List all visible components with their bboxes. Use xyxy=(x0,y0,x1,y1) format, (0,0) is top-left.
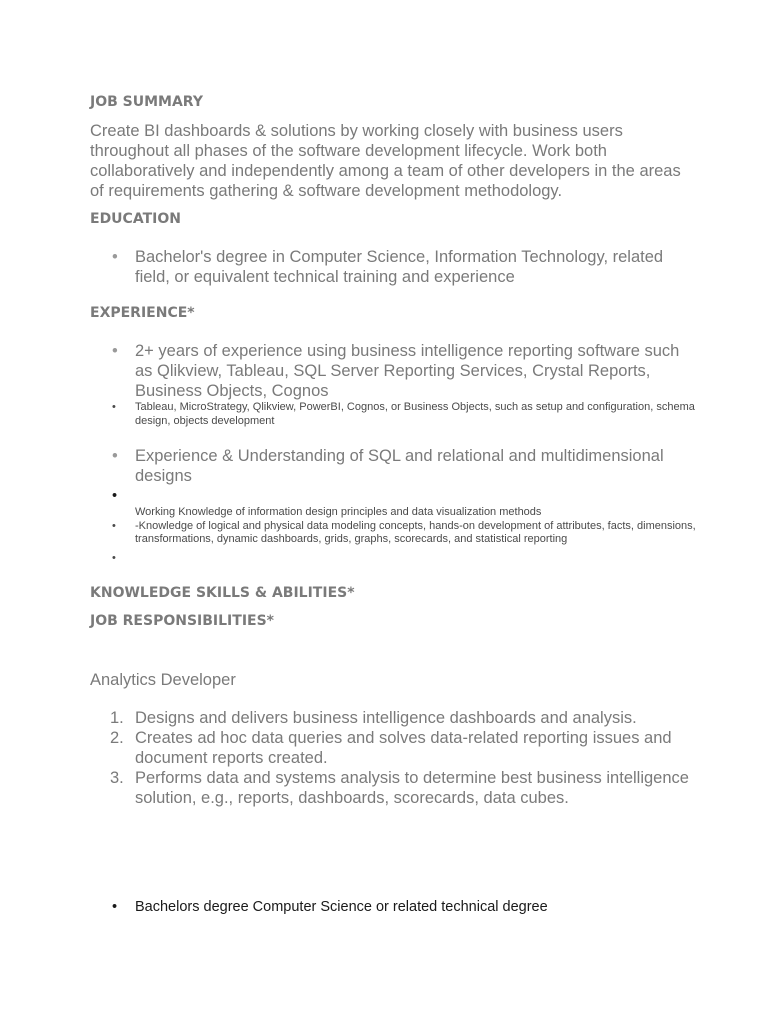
list-item-text: Creates ad hoc data queries and solves data-related reporting issues and document reports created. xyxy=(135,729,672,767)
list-item-text: Working Knowledge of information design principles and data visualization methods xyxy=(135,506,542,518)
experience-list-continued xyxy=(90,446,700,486)
list-item xyxy=(90,506,700,520)
degree-list xyxy=(90,898,700,916)
list-item xyxy=(90,768,700,808)
list-item xyxy=(90,898,700,916)
education-list xyxy=(90,247,700,287)
bullet-icon: • xyxy=(112,342,118,360)
list-item xyxy=(90,446,700,486)
bullet-icon: • xyxy=(112,899,118,915)
list-number: 3. xyxy=(110,769,124,787)
list-number: 2. xyxy=(110,729,124,747)
responsibilities-list xyxy=(90,708,700,808)
list-item-empty xyxy=(90,552,700,566)
education-heading: EDUCATION xyxy=(90,211,181,227)
job-summary-heading: JOB SUMMARY xyxy=(90,94,203,110)
responsibilities-heading: JOB RESPONSIBILITIES* xyxy=(90,613,274,629)
list-item-text: Experience & Understanding of SQL and relational and multidimensional designs xyxy=(135,447,664,485)
list-item xyxy=(90,728,700,768)
list-item-text: Bachelor's degree in Computer Science, Information Technology, related field, or equivalent technical training and experience xyxy=(135,248,664,286)
experience-list-small xyxy=(90,506,700,566)
experience-heading: EXPERIENCE* xyxy=(90,305,195,321)
list-item-text: 2+ years of experience using business intelligence reporting software such as Qlikview, Tableau, SQL Server Reporting Services, Crystal Reports, Business Objects, Cognos xyxy=(135,342,680,400)
list-item xyxy=(90,708,700,728)
skills-heading: KNOWLEDGE SKILLS & ABILITIES* xyxy=(90,585,355,601)
job-summary-text: Create BI dashboards & solutions by working closely with business users throughout all phases of the software development lifecycle. Work both collaboratively and independently among a team of other developers in the areas of requirements gathering & software development methodology. xyxy=(90,122,681,200)
bullet-icon: • xyxy=(112,488,118,504)
list-item xyxy=(90,341,700,401)
bullet-icon: • xyxy=(112,551,116,564)
list-item-text: Performs data and systems analysis to determine best business intelligence solution, e.g., reports, dashboards, scorecards, data cubes. xyxy=(135,769,689,807)
list-item-text: Designs and delivers business intelligence dashboards and analysis. xyxy=(135,709,637,727)
list-item-text: Tableau, MicroStrategy, Qlikview, PowerBI, Cognos, or Business Objects, such as setup and configuration, schema design, objects development xyxy=(135,401,695,427)
bullet-icon: • xyxy=(112,248,118,266)
bullet-icon: • xyxy=(112,447,118,465)
list-item-text: -Knowledge of logical and physical data modeling concepts, hands-on development of attributes, facts, dimensions, transformations, dynamic dashboards, grids, graphs, scorecards, and statistical reporting xyxy=(135,519,696,545)
bullet-icon: • xyxy=(112,519,116,532)
bullet-icon: • xyxy=(112,401,116,413)
list-number: 1. xyxy=(110,709,124,727)
list-item xyxy=(90,520,700,547)
role-title: Analytics Developer xyxy=(90,671,236,689)
list-item xyxy=(90,247,700,287)
experience-list-detail xyxy=(90,487,700,505)
experience-list xyxy=(90,341,700,428)
list-item xyxy=(90,401,700,428)
list-item-empty xyxy=(90,487,700,505)
list-item-text: Bachelors degree Computer Science or related technical degree xyxy=(135,899,548,915)
